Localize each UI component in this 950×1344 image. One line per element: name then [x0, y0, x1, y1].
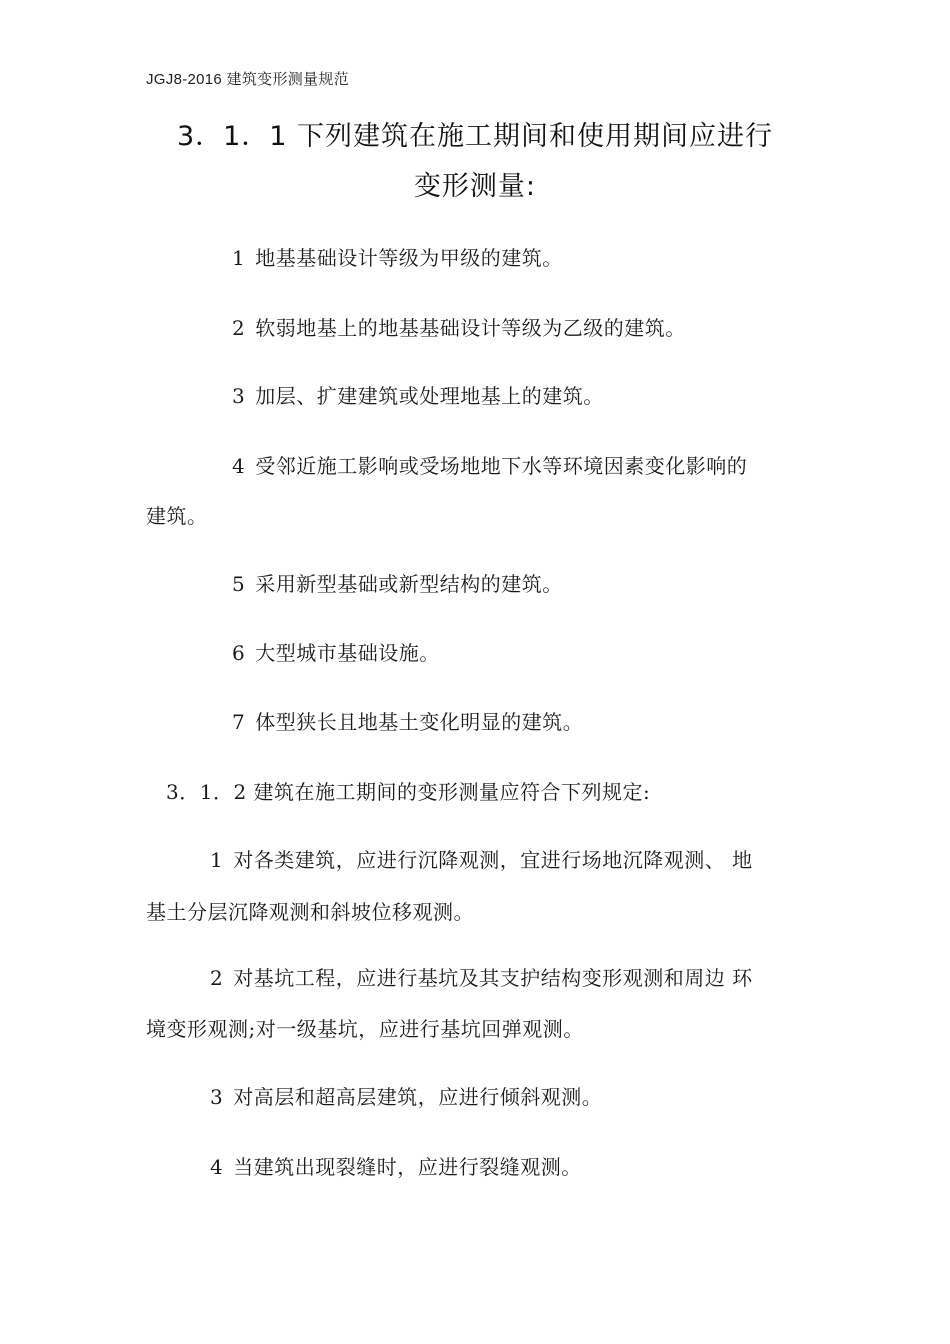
- section-title-line-2: 变形测量:: [413, 171, 537, 202]
- list-item: 4 受邻近施工影响或受场地地下水等环境因素变化影响的: [232, 454, 748, 478]
- list-item: 6 大型城市基础设施。: [232, 641, 440, 665]
- list-item-continuation: 基土分层沉降观测和斜坡位移观测。: [146, 900, 474, 924]
- list-item-continuation: 境变形观测;对一级基坑，应进行基坑回弹观测。: [146, 1017, 584, 1041]
- list-item: 1 地基基础设计等级为甲级的建筑。: [232, 246, 563, 270]
- list-item: 3 加层、扩建建筑或处理地基上的建筑。: [232, 384, 604, 408]
- list-item: 4 当建筑出现裂缝时，应进行裂缝观测。: [210, 1155, 582, 1179]
- page-header: JGJ8-2016 建筑变形测量规范: [146, 71, 349, 88]
- section-title-line-1: 3．1．1 下列建筑在施工期间和使用期间应进行: [176, 121, 774, 152]
- list-item: 2 对基坑工程，应进行基坑及其支护结构变形观测和周边 环: [210, 966, 753, 990]
- list-item: 3 对高层和超高层建筑，应进行倾斜观测。: [210, 1085, 603, 1109]
- list-item: 7 体型狭长且地基土变化明显的建筑。: [232, 710, 584, 734]
- list-item: 2 软弱地基上的地基基础设计等级为乙级的建筑。: [232, 316, 686, 340]
- list-item: 5 采用新型基础或新型结构的建筑。: [232, 572, 563, 596]
- list-item-continuation: 建筑。: [146, 504, 208, 528]
- list-item: 1 对各类建筑，应进行沉降观测，宜进行场地沉降观测、 地: [210, 848, 753, 872]
- clause-heading: 3．1．2 建筑在施工期间的变形测量应符合下列规定:: [166, 780, 651, 804]
